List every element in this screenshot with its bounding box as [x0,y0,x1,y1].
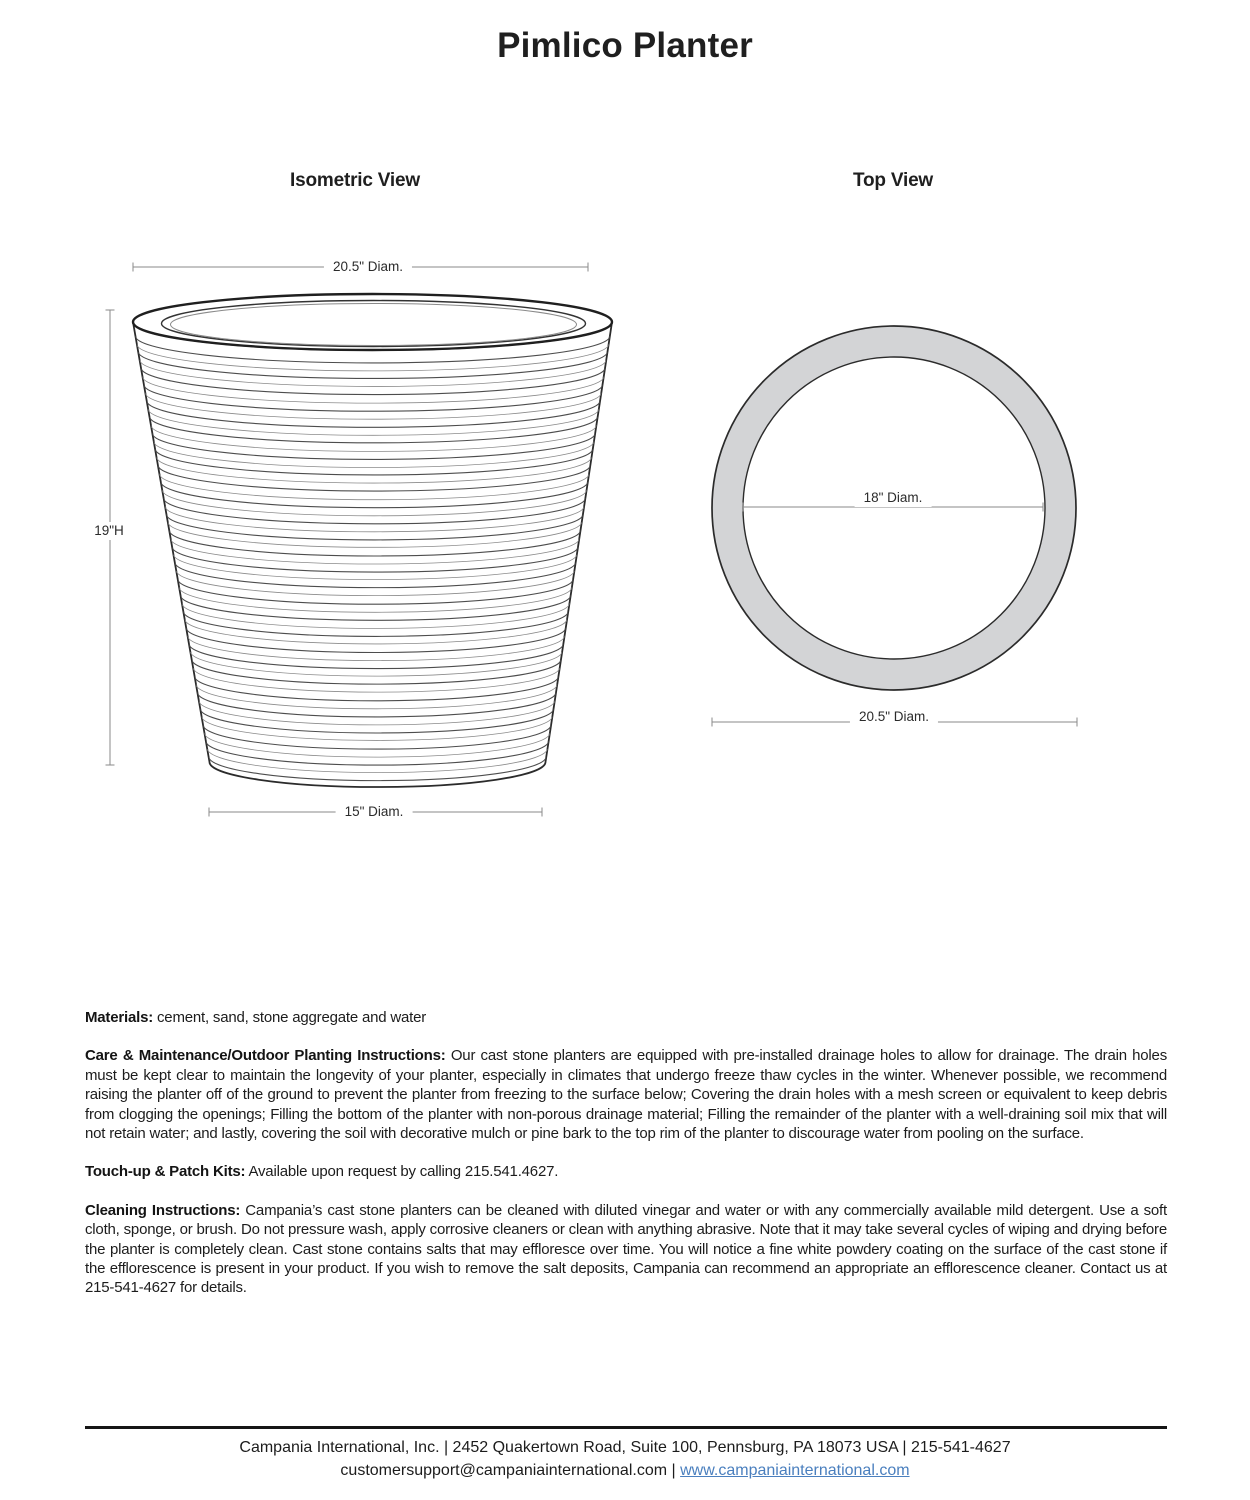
top-view-inner-circle [743,357,1045,659]
section-touchup-body: Available upon request by calling 215.541.4627. [248,1163,559,1181]
website-link[interactable]: www.campaniainternational.com [680,1462,910,1479]
section-touchup-heading: Touch-up & Patch Kits: [85,1163,246,1181]
section-materials-heading: Materials: [85,1009,154,1026]
body-copy [85,1008,1167,1317]
dim-label-topview-outer-diameter: 20.5" Diam. [850,708,938,726]
planter-isometric-drawing [133,294,612,787]
planter-top-view-drawing [712,326,1076,690]
footer-address-line: Campania International, Inc. | 2452 Quakertown Road, Suite 100, Pennsburg, PA 18073 USA | 215-541-4627 [239,1439,1011,1456]
footer-email: customersupport@campaniainternational.com [340,1462,668,1479]
dim-label-iso-bottom-diameter: 15" Diam. [336,803,413,821]
footer-contact-line [0,1459,1250,1482]
isometric-view-label: Isometric View [290,170,420,191]
dim-label-iso-height: 19"H [85,522,133,540]
section-cleaning-body: Campania’s cast stone planters can be cleaned with diluted vinegar and water or with any commercially available mild detergent. Use a soft cloth, sponge, or brush. Do not pressure wash, apply corrosive cleaners or clean with anything abrasive. Note that it may take several cycles of wiping and drying before the planter is completely clean. Cast stone contains salts that may effloresce over time. You will notice a fine white powdery coating on the surface of the cast stone if the efflorescence is present in your product. If you wish to remove the salt deposits, Campania can recommend an appropriate an efflorescence cleaner. Contact us at 215-541-4627 for details. [85,1201,1167,1297]
footer-separator: | [671,1462,676,1479]
page-title: Pimlico Planter [497,26,753,65]
section-cleaning-heading: Cleaning Instructions: [85,1201,241,1219]
section-cleaning [85,1201,1167,1298]
section-materials [85,1008,1167,1027]
section-materials-body: cement, sand, stone aggregate and water [157,1009,427,1026]
footer [0,1436,1250,1482]
section-care-heading: Care & Maintenance/Outdoor Planting Instructions: [85,1047,446,1065]
section-care-maintenance [85,1046,1167,1143]
top-view-label: Top View [852,170,934,191]
section-touchup-kits [85,1162,1167,1181]
section-care-body: Our cast stone planters are equipped with pre-installed drainage holes to allow for drainage. The drain holes must be kept clear to maintain the longevity of your planter, especially in climates that undergo freeze thaw cycles in the winter. Whenever possible, we recommend raising the planter off of the ground to prevent the planter from freezing to the surface below; Covering the drain holes with a mesh screen or equivalent to keep debris from clogging the openings; Filling the bottom of the planter with non-porous drainage material; Filling the remainder of the planter with a well-draining soil mix that will not retain water; and lastly, covering the soil with decorative mulch or pine bark to the top rim of the planter to discourage water from pooling on the surface. [85,1047,1168,1143]
planter-rim-inner-ellipse [162,301,586,347]
dim-label-iso-top-diameter: 20.5" Diam. [324,258,412,276]
footer-divider [85,1426,1167,1429]
dim-label-topview-inner-diameter: 18" Diam. [855,489,932,507]
